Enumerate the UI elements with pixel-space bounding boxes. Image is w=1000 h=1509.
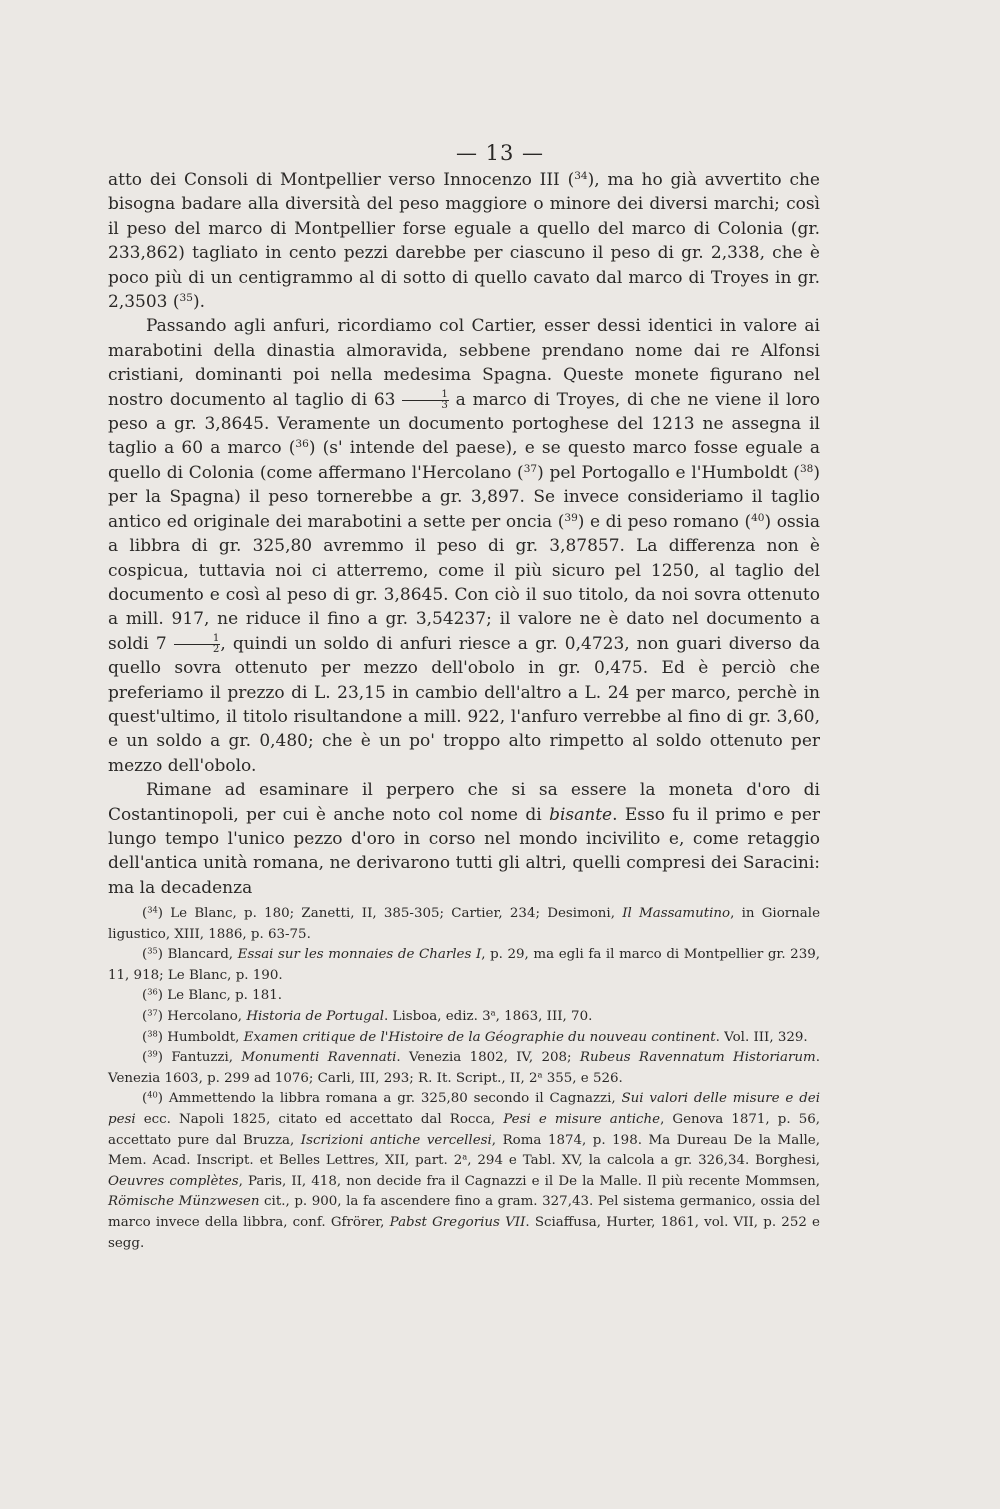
page-number: — 13 — <box>455 141 545 165</box>
footnote-38: ($^{38}$) Humboldt, Examen critique de l'Histoire de la Géographie du nouveau continent. Vol. III, 329. <box>142 1028 808 1045</box>
footnote-35: ($^{35}$) Blancard, Essai sur les monnaies de Charles I, p. 29, ma egli fa il marco di Montpellier gr. 239, 11, 918; Le Blanc, p. 190. <box>108 945 820 983</box>
footnote-37: ($^{37}$) Hercolano, Historia de Portugal. Lisboa, ediz. 3$^a$, 1863, III, 70. <box>142 1007 593 1024</box>
body-text <box>108 168 820 900</box>
paragraph-p3: Rimane ad esaminare il perpero che si sa essere la moneta d'oro di Costantinopoli, per cui è anche noto col nome di bisante. Esso fu il primo e per lungo tempo l'unico pezzo d'oro in corso nel mondo incivilito e, come retaggio dell'antica unità romana, ne derivarono tutti gli altri, quelli compresi dei Saracini: ma la decadenza <box>108 780 821 898</box>
paragraph-p1: atto dei Consoli di Montpellier verso Innocenzo III ($^{34}$), ma ho già avvertito che bisogna badare alla diversità del peso maggiore o minore dei diversi marchi; così il peso del marco di Montpellier forse eguale a quello del marco di Colonia (gr. 233,862) tagliato in cento pezzi darebbe per ciascuno il peso di gr. 2,338, che è poco più di un centigrammo al di sotto di quello cavato dal marco di Troyes in gr. 2,3503 ($^{35}$). <box>108 170 820 313</box>
footnote-36: ($^{36}$) Le Blanc, p. 181. <box>142 986 282 1004</box>
footnote-34: ($^{34}$) Le Blanc, p. 180; Zanetti, II, 385-305; Cartier, 234; Desimoni, Il Massamutino, in Giornale ligustico, XIII, 1886, p. 63-75. <box>108 904 820 942</box>
paragraph-p2: Passando agli anfuri, ricordiamo col Cartier, esser dessi identici in valore ai marabotini della dinastia almoravida, sebbene prendano nome dai re Alfonsi cristiani, dominanti poi nella medesima Spagna. Queste monete figurano nel nostro documento al taglio di 63 $\frac{1}{3}$ a marco di Troyes, di che ne viene il loro peso a gr. 3,8645. Veramente un documento portoghese del 1213 ne assegna il taglio a 60 a marco ($^{36}$) (s' intende del paese), e se questo marco fosse eguale a quello di Colonia (come affermano l'Hercolano ($^{37}$) pel Portogallo e l'Humboldt ($^{38}$) per la Spagna) il peso tornerebbe a gr. 3,897. Se invece consideriamo il taglio antico ed originale dei marabotini a sette per oncia ($^{39}$) e di peso romano ($^{40}$) ossia a libbra di gr. 325,80 avremmo il peso di gr. 3,87857. La differenza non è cospicua, tuttavia noi ci atterremo, come il più sicuro pel 1250, al taglio del documento e così al peso di gr. 3,8645. Con ciò il suo titolo, da noi sovra ottenuto a mill. 917, ne riduce il fino a gr. 3,54237; il valore ne è dato nel documento a soldi 7 $\frac{1}{2}$ , quindi un soldo di anfuri riesce a gr. 0,4723, non guari diverso da quello sovra ottenuto per mezzo dell'obolo in gr. 0,475. Ed è perciò che preferiamo il prezzo di L. 23,15 in cambio dell'altro a L. 24 per marco, perchè in quest'ultimo, il titolo risultandone a mill. 922, l'anfuro verrebbe al fino di gr. 3,60, e un soldo a gr. 0,480; che è un po' troppo alto rimpetto al soldo ottenuto per mezzo dell'obolo. <box>108 316 820 776</box>
footnote-39: ($^{39}$) Fantuzzi, Monumenti Ravennati. Venezia 1802, IV, 208; Rubeus Ravennatum Historiarum. Venezia 1603, p. 299 ad 1076; Carli, III, 293; R. It. Script., II, 2$^a$ 355, e 526. <box>108 1048 820 1086</box>
footnote-40: ($^{40}$) Ammettendo la libbra romana a gr. 325,80 secondo il Cagnazzi, Sui valori delle misure e dei pesi ecc. Napoli 1825, citato ed accettato dal Rocca, Pesi e misure antiche, Genova 1871, p. 56, accettato pure dal Bruzza, Iscrizioni antiche vercellesi, Roma 1874, p. 198. Ma Dureau De la Malle, Mem. Acad. Inscript. et Belles Lettres, XII, part. 2$^a$, 294 e Tabl. XV, la calcola a gr. 326,34. Borghesi, Oeuvres complètes, Paris, II, 418, non decide fra il Cagnazzi e il De la Malle. Il più recente Mommsen, Römische Münzwesen cit., p. 900, la fa ascendere fino a gram. 327,43. Pel sistema germanico, ossia del marco invece della libbra, conf. Gfrörer, Pabst Gregorius VII. Sciaffusa, Hurter, 1861, vol. VII, p. 252 e segg. <box>108 1089 821 1251</box>
footnotes <box>108 904 820 1254</box>
